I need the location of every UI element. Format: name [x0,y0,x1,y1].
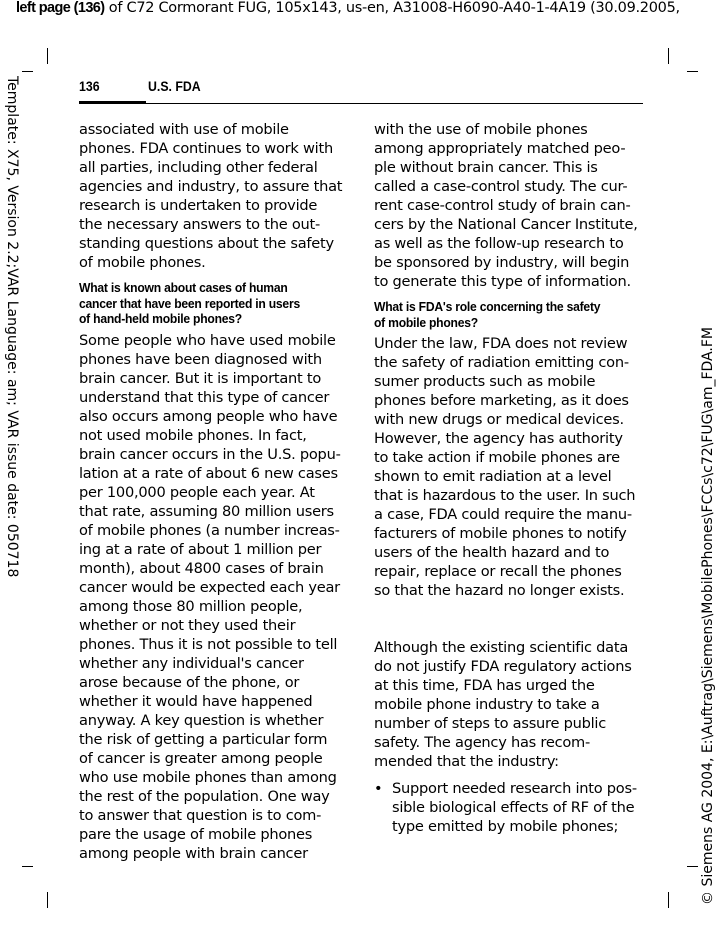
bullet-item [374,779,646,836]
spacer [374,600,646,638]
left-column [79,120,351,863]
crop-mark [668,48,669,64]
print-info-rest: of C72 Cormorant FUG, 105x143, us-en, A31008-H6090-A40-1-4A19 (30.09.2005, [104,0,680,16]
crop-mark [47,892,48,908]
copyright-path-vertical: © Siemens AG 2004, E:\Auftrag\Siemens\MobilePhones\FCCs\c72\FUG\am_FDA.FM [700,327,716,905]
header-rule [79,103,643,104]
crop-mark [22,866,33,867]
crop-mark [687,866,698,867]
page-number: 136 [79,78,100,94]
paragraph: with the use of mobile phones among appropriately matched peo- ple without brain cancer. This is called a case-control study. The cur- rent case-control study of brain can- cers by the National Cancer Institute, as well as the follow-up research to be sponsored by industry, will begin to generate this type of information. [374,121,638,290]
right-column [374,120,646,836]
paragraph: Some people who have used mobile phones have been diagnosed with brain cancer. But it is important to understand that this type of cancer also occurs among people who have not used mobile phones. In fact, brain cancer occurs in the U.S. popu- lation at a rate of about 6 new cases per 100,000 people each year. At that rate, assuming 80 million users of mobile phones (a number increas- ing at a rate of about 1 million per month), about 4800 cases of brain cancer would be expected each year among those 80 million people, whether or not they used their phones. Thus it is not possible to tell whether any individual's cancer arose because of the phone, or whether it would have happened anyway. A key question is whether the risk of getting a particular form of cancer is greater among people who use mobile phones than among the rest of the population. One way to answer that question is to com- pare the usage of mobile phones among people with brain cancer [79,331,341,862]
crop-mark [47,48,48,64]
section-heading: What is known about cases of human cancer that have been reported in users of hand-held mobile phones? [79,280,300,326]
bullet-text: Support needed research into pos- sible biological effects of RF of the type emitted by mobile phones; [392,780,637,835]
template-info-vertical: Template: X75, Version 2.2;VAR Language: am; VAR issue date: 050718 [4,76,20,578]
section-title: U.S. FDA [148,78,201,94]
section-heading: What is FDA's role concerning the safety of mobile phones? [374,299,601,330]
print-info-bold: left page (136) [16,0,105,16]
header-rule-accent [79,101,146,104]
crop-mark [22,71,33,72]
crop-mark [668,892,669,908]
bullet-icon: • [374,780,383,797]
paragraph: associated with use of mobile phones. FDA continues to work with all parties, including other federal agencies and industry, to assure that research is undertaken to provide the necessary answers to the out- standing questions about the safety of mobile phones. [79,121,343,271]
crop-mark [687,71,698,72]
paragraph: Under the law, FDA does not review the safety of radiation emitting con- sumer products such as mobile phones before marketing, as it does with new drugs or medical devices. However, the agency has authority to take action if mobile phones are shown to emit radiation at a level that is hazardous to the user. In such a case, FDA could require the manu- facturers of mobile phones to notify users of the health hazard and to repair, replace or recall the phones so that the hazard no longer exists. [374,335,636,599]
print-info-line [16,0,680,16]
paragraph: Although the existing scientific data do not justify FDA regulatory actions at this time, FDA has urged the mobile phone industry to take a number of steps to assure public safety. The agency has recom- mended that the industry: [374,639,632,770]
